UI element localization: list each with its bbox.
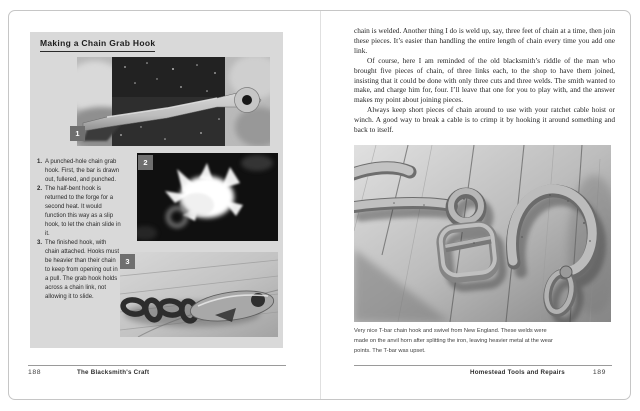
page-divider (320, 11, 321, 399)
running-footer-left: The Blacksmith's Craft (77, 369, 150, 376)
paragraph: Always keep short pieces of chain around to use with your ratchet cable hoist or winch. A good way to break a cable is to crimp it by hooking it around something and back to itself. (354, 105, 615, 135)
photo-hook-in-forge-image (137, 153, 278, 241)
photo-punched-hook-blank-image (77, 57, 270, 146)
photo-tbar-hook-swivel-image (354, 145, 611, 322)
footer-rule-right (354, 365, 612, 366)
footer-rule-left (28, 365, 286, 366)
running-footer-right: Homestead Tools and Repairs (470, 369, 565, 376)
step-number: 3. (37, 240, 43, 246)
photo-caption: Very nice T-bar chain hook and swivel from New England. These welds were made on the anvil horn after splitting the iron, leaving heavier metal at the wear points. The T-bar was upset. (354, 328, 553, 355)
photo-finished-hook-chain-image (120, 252, 278, 337)
photo-tbar-hook-swivel (354, 145, 611, 322)
paragraph: Of course, here I am reminded of the old blacksmith’s riddle of the man who brought five pieces of chain, of three links each, to the shop to have them joined, insisting that it could be done with only three cuts and three welds. The smith wanted to make, and charge him for, four. I’ll leave that one for you to play with, and the answer makes my point about joining pieces. (354, 55, 615, 105)
body-text (354, 26, 615, 135)
step-number: 2. (37, 186, 43, 192)
photo-badge-3: 3 (120, 254, 135, 269)
step-item-3 (37, 239, 121, 302)
step-item-2 (37, 185, 121, 239)
step-list (37, 158, 121, 302)
page-number-left: 188 (28, 369, 42, 376)
sidebar-panel (30, 32, 283, 348)
step-number: 1. (37, 159, 43, 165)
paragraph: chain is welded. Another thing I do is weld up, say, three feet of chain at a time, then join these pieces. It’s easier than handling the entire length of chain every time you add one link. (354, 26, 615, 55)
step-text: A punched-hole chain grab hook. First, the bar is drawn out, fullered, and punched. (45, 159, 120, 183)
photo-badge-2: 2 (138, 155, 153, 170)
panel-title: Making a Chain Grab Hook (40, 38, 155, 52)
step-text: The finished hook, with chain attached. Hooks must be heavier than their chain to keep from opening out in a pull. The grab hook holds across a chain link, not allowing it to slide. (45, 240, 120, 300)
photo-hook-in-forge (137, 153, 278, 241)
step-item-1 (37, 158, 121, 185)
step-text: The half-bent hook is returned to the forge for a second heat. It would function this way as a slip hook, to let the chain slide in it. (45, 186, 121, 237)
photo-punched-hook-blank (77, 57, 270, 146)
photo-badge-1: 1 (70, 126, 85, 141)
page-number-right: 189 (592, 369, 606, 376)
photo-finished-hook-chain (120, 252, 278, 337)
